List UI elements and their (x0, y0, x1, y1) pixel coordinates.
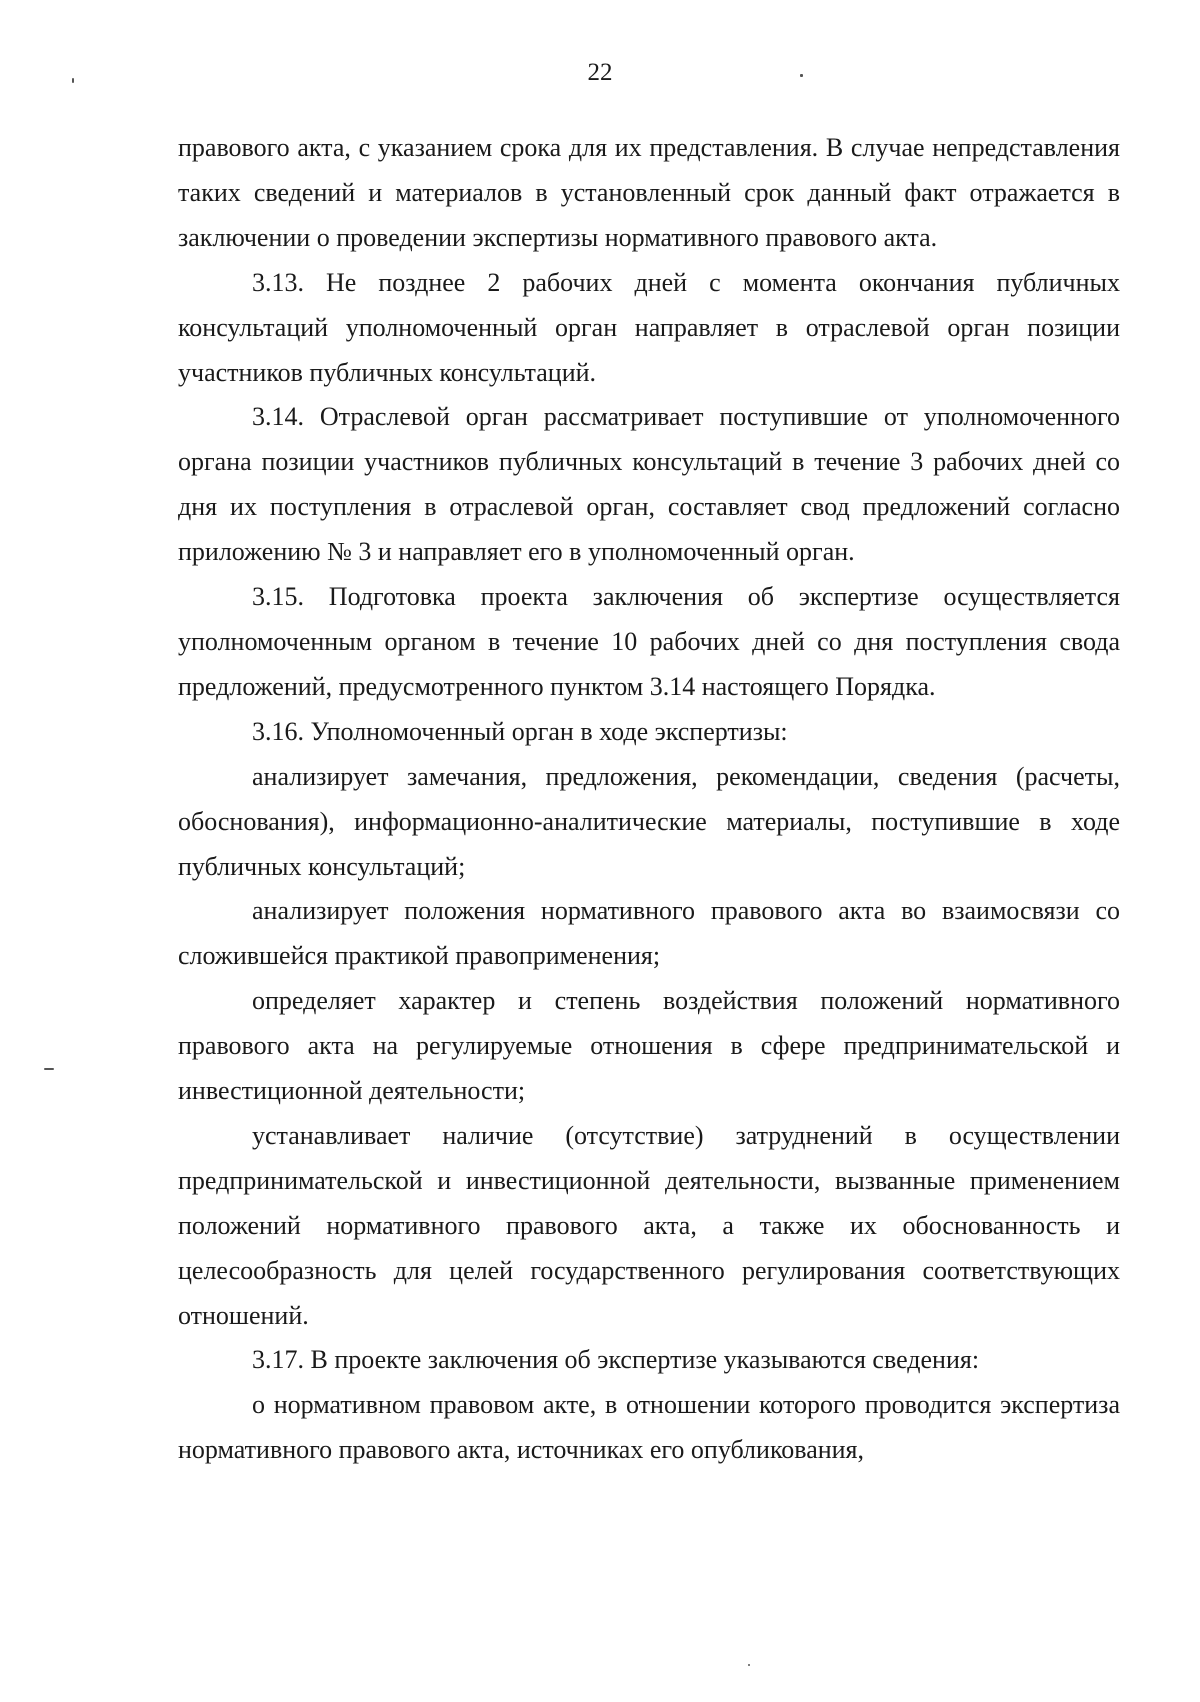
paragraph-3-16: 3.16. Уполномоченный орган в ходе экспертизы: (252, 716, 788, 746)
paragraph-3-16-item: анализирует замечания, предложения, рекомендации, сведения (расчеты, обоснования), информационно-аналитические материалы, поступившие в ходе публичных консультаций; (178, 761, 1120, 881)
paragraph-3-15: 3.15. Подготовка проекта заключения об экспертизе осуществляется уполномоченным органом в течение 10 рабочих дней со дня поступления свода предложений, предусмотренного пунктом 3.14 настоящего Порядка. (178, 582, 1120, 701)
paragraph-3-16-item: анализирует положения нормативного правового акта во взаимосвязи со сложившейся практикой правоприменения; (178, 896, 1120, 971)
paragraph-3-12-continuation: правового акта, с указанием срока для их представления. В случае непредставления таких сведений и материалов в установленный срок данный факт отражается в заключении о проведении экспертизы нормативного правового акта. (178, 133, 1120, 252)
paragraph-3-17: 3.17. В проекте заключения об экспертизе указываются сведения: (252, 1345, 980, 1375)
document-body (178, 126, 1120, 1473)
scan-speck (800, 74, 803, 77)
paragraph-3-16-item: определяет характер и степень воздействия положений нормативного правового акта на регулируемые отношения в сфере предпринимательской и инвестиционной деятельности; (178, 986, 1120, 1106)
paragraph-3-13: 3.13. Не позднее 2 рабочих дней с момента окончания публичных консультаций уполномоченный орган направляет в отраслевой орган позиции участников публичных консультаций. (178, 267, 1120, 387)
page-number: 22 (587, 59, 613, 86)
scan-speck (44, 1068, 54, 1070)
paragraph-3-17-item: о нормативном правовом акте, в отношении которого проводится экспертиза нормативного правового акта, источниках его опубликования, (178, 1390, 1120, 1465)
paragraph-3-14: 3.14. Отраслевой орган рассматривает поступившие от уполномоченного органа позиции участников публичных консультаций в течение 3 рабочих дней со дня их поступления в отраслевой орган, составляет свод предложений согласно приложению № 3 и направляет его в уполномоченный орган. (178, 402, 1120, 567)
paragraph-3-16-item: устанавливает наличие (отсутствие) затруднений в осуществлении предпринимательской и инвестиционной деятельности, вызванные применением положений нормативного правового акта, а также их обоснованность и целесообразность для целей государственного регулирования соответствующих отношений. (178, 1120, 1120, 1330)
scan-speck (72, 78, 74, 83)
scan-speck (748, 1664, 750, 1666)
